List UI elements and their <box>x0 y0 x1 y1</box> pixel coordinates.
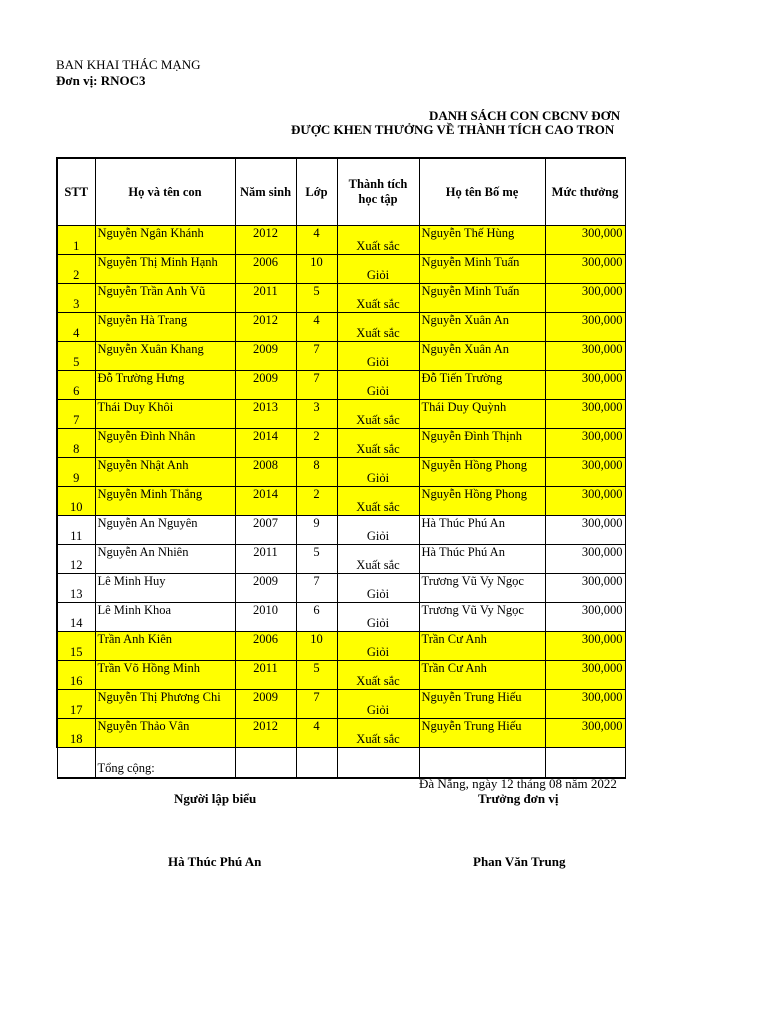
cell-class: 4 <box>296 719 337 748</box>
cell-birth-year: 2010 <box>235 603 296 632</box>
cell-reward: 300,000 <box>545 603 625 632</box>
cell-parent-name: Nguyễn Xuân An <box>419 313 545 342</box>
table-row <box>57 226 625 255</box>
cell-class: 5 <box>296 545 337 574</box>
header-parent-name: Họ tên Bố mẹ <box>419 158 545 226</box>
cell-achievement: Giỏi <box>337 516 419 545</box>
cell-achievement: Giỏi <box>337 574 419 603</box>
cell-child-name: Lê Minh Huy <box>95 574 235 603</box>
cell-class: 5 <box>296 661 337 690</box>
cell-class: 7 <box>296 371 337 400</box>
document-title-line1: DANH SÁCH CON CBCNV ĐƠN <box>429 108 621 123</box>
cell-birth-year: 2009 <box>235 342 296 371</box>
cell-child-name: Đỗ Trường Hưng <box>95 371 235 400</box>
cell-class: 2 <box>296 487 337 516</box>
table-row <box>57 284 625 313</box>
cell-achievement: Giỏi <box>337 371 419 400</box>
cell-parent-name: Nguyễn Đình Thịnh <box>419 429 545 458</box>
cell-achievement: Xuất sắc <box>337 284 419 313</box>
table-row <box>57 719 625 748</box>
cell-reward: 300,000 <box>545 342 625 371</box>
cell-child-name: Nguyễn Ngân Khánh <box>95 226 235 255</box>
cell-stt: 15 <box>57 632 95 661</box>
cell-birth-year: 2012 <box>235 226 296 255</box>
cell-birth-year: 2014 <box>235 487 296 516</box>
cell-birth-year: 2013 <box>235 400 296 429</box>
cell-reward: 300,000 <box>545 371 625 400</box>
cell-child-name: Lê Minh Khoa <box>95 603 235 632</box>
cell-reward: 300,000 <box>545 429 625 458</box>
total-row <box>57 748 625 779</box>
header-reward: Mức thưởng <box>545 158 625 226</box>
cell-stt: 17 <box>57 690 95 719</box>
cell-birth-year: 2009 <box>235 574 296 603</box>
cell-achievement: Giỏi <box>337 458 419 487</box>
cell-child-name: Nguyễn Thị Phương Chi <box>95 690 235 719</box>
cell-stt: 18 <box>57 719 95 748</box>
cell-stt: 9 <box>57 458 95 487</box>
cell-achievement: Xuất sắc <box>337 226 419 255</box>
header-birth-year: Năm sinh <box>235 158 296 226</box>
cell-class: 2 <box>296 429 337 458</box>
table-row <box>57 313 625 342</box>
cell-reward: 300,000 <box>545 313 625 342</box>
cell-achievement: Giỏi <box>337 632 419 661</box>
header-class: Lớp <box>296 158 337 226</box>
cell-child-name: Nguyễn An Nguyên <box>95 516 235 545</box>
cell-parent-name: Trần Cư Anh <box>419 661 545 690</box>
cell-stt: 12 <box>57 545 95 574</box>
cell-child-name: Nguyễn Xuân Khang <box>95 342 235 371</box>
table-row <box>57 487 625 516</box>
header-achievement: Thành tích học tập <box>337 158 419 226</box>
cell-class: 4 <box>296 313 337 342</box>
cell-stt: 13 <box>57 574 95 603</box>
cell-child-name: Trần Võ Hồng Minh <box>95 661 235 690</box>
cell-stt: 1 <box>57 226 95 255</box>
unit-label: Đơn vị: RNOC3 <box>56 73 146 88</box>
cell-stt: 6 <box>57 371 95 400</box>
cell-achievement: Xuất sắc <box>337 719 419 748</box>
cell-stt: 4 <box>57 313 95 342</box>
cell-parent-name: Hà Thúc Phú An <box>419 545 545 574</box>
cell-reward: 300,000 <box>545 661 625 690</box>
cell-child-name: Thái Duy Khôi <box>95 400 235 429</box>
preparer-title: Người lập biểu <box>174 791 257 806</box>
table-row <box>57 429 625 458</box>
cell-class: 7 <box>296 690 337 719</box>
cell-child-name: Nguyễn Hà Trang <box>95 313 235 342</box>
table-row <box>57 255 625 284</box>
organization-name: BAN KHAI THÁC MẠNG <box>56 57 201 72</box>
cell-class: 7 <box>296 574 337 603</box>
table-row <box>57 458 625 487</box>
total-cell-year <box>235 748 296 779</box>
cell-reward: 300,000 <box>545 226 625 255</box>
cell-birth-year: 2011 <box>235 545 296 574</box>
cell-parent-name: Nguyễn Xuân An <box>419 342 545 371</box>
table-row <box>57 661 625 690</box>
cell-child-name: Nguyễn Minh Thắng <box>95 487 235 516</box>
cell-birth-year: 2008 <box>235 458 296 487</box>
reward-list-table <box>56 157 626 779</box>
table-row <box>57 690 625 719</box>
unit-head-title: Trưởng đơn vị <box>478 791 559 806</box>
cell-child-name: Nguyễn An Nhiên <box>95 545 235 574</box>
cell-stt: 16 <box>57 661 95 690</box>
cell-class: 4 <box>296 226 337 255</box>
cell-birth-year: 2009 <box>235 371 296 400</box>
cell-stt: 10 <box>57 487 95 516</box>
cell-parent-name: Nguyễn Hồng Phong <box>419 487 545 516</box>
cell-reward: 300,000 <box>545 458 625 487</box>
cell-parent-name: Nguyễn Trung Hiếu <box>419 719 545 748</box>
cell-parent-name: Đỗ Tiến Trường <box>419 371 545 400</box>
table-row <box>57 574 625 603</box>
table-row <box>57 632 625 661</box>
cell-achievement: Xuất sắc <box>337 400 419 429</box>
cell-birth-year: 2007 <box>235 516 296 545</box>
total-label: Tổng cộng: <box>95 748 235 779</box>
cell-parent-name: Trương Vũ Vy Ngọc <box>419 574 545 603</box>
cell-parent-name: Nguyễn Thế Hùng <box>419 226 545 255</box>
cell-birth-year: 2006 <box>235 632 296 661</box>
header-child-name: Họ và tên con <box>95 158 235 226</box>
cell-parent-name: Trương Vũ Vy Ngọc <box>419 603 545 632</box>
cell-reward: 300,000 <box>545 574 625 603</box>
cell-achievement: Xuất sắc <box>337 429 419 458</box>
table-header-row <box>57 158 625 226</box>
cell-class: 8 <box>296 458 337 487</box>
cell-class: 6 <box>296 603 337 632</box>
total-cell-class <box>296 748 337 779</box>
cell-achievement: Giỏi <box>337 255 419 284</box>
cell-birth-year: 2009 <box>235 690 296 719</box>
cell-reward: 300,000 <box>545 400 625 429</box>
cell-birth-year: 2012 <box>235 313 296 342</box>
cell-parent-name: Nguyễn Trung Hiếu <box>419 690 545 719</box>
cell-stt: 14 <box>57 603 95 632</box>
cell-reward: 300,000 <box>545 719 625 748</box>
cell-child-name: Nguyễn Thị Minh Hạnh <box>95 255 235 284</box>
total-cell-reward <box>545 748 625 779</box>
table-row <box>57 516 625 545</box>
cell-birth-year: 2014 <box>235 429 296 458</box>
cell-child-name: Nguyễn Thảo Vân <box>95 719 235 748</box>
cell-stt: 2 <box>57 255 95 284</box>
cell-reward: 300,000 <box>545 545 625 574</box>
cell-achievement: Xuất sắc <box>337 487 419 516</box>
cell-stt: 8 <box>57 429 95 458</box>
cell-achievement: Xuất sắc <box>337 545 419 574</box>
table-row <box>57 371 625 400</box>
cell-stt: 3 <box>57 284 95 313</box>
cell-class: 3 <box>296 400 337 429</box>
cell-achievement: Giỏi <box>337 342 419 371</box>
cell-class: 9 <box>296 516 337 545</box>
cell-birth-year: 2011 <box>235 661 296 690</box>
table-row <box>57 400 625 429</box>
table-row <box>57 545 625 574</box>
preparer-name: Hà Thúc Phú An <box>168 854 262 869</box>
unit-head-name: Phan Văn Trung <box>473 854 566 869</box>
cell-birth-year: 2006 <box>235 255 296 284</box>
cell-achievement: Xuất sắc <box>337 661 419 690</box>
total-cell-parent <box>419 748 545 779</box>
cell-parent-name: Nguyễn Hồng Phong <box>419 458 545 487</box>
cell-child-name: Nguyễn Nhật Anh <box>95 458 235 487</box>
document-title-line2: ĐƯỢC KHEN THƯỞNG VỀ THÀNH TÍCH CAO TRON <box>291 122 615 137</box>
cell-parent-name: Nguyễn Minh Tuấn <box>419 284 545 313</box>
cell-birth-year: 2012 <box>235 719 296 748</box>
cell-class: 5 <box>296 284 337 313</box>
cell-parent-name: Trần Cư Anh <box>419 632 545 661</box>
total-cell-achievement <box>337 748 419 779</box>
cell-reward: 300,000 <box>545 516 625 545</box>
cell-reward: 300,000 <box>545 632 625 661</box>
cell-reward: 300,000 <box>545 690 625 719</box>
table-row <box>57 603 625 632</box>
sign-date: Đà Nẵng, ngày 12 tháng 08 năm 2022 <box>419 776 617 791</box>
cell-achievement: Giỏi <box>337 603 419 632</box>
cell-child-name: Trần Anh Kiên <box>95 632 235 661</box>
cell-reward: 300,000 <box>545 487 625 516</box>
cell-stt: 11 <box>57 516 95 545</box>
cell-child-name: Nguyễn Trần Anh Vũ <box>95 284 235 313</box>
cell-reward: 300,000 <box>545 284 625 313</box>
cell-class: 7 <box>296 342 337 371</box>
cell-parent-name: Thái Duy Quỳnh <box>419 400 545 429</box>
cell-achievement: Xuất sắc <box>337 313 419 342</box>
cell-stt: 5 <box>57 342 95 371</box>
cell-achievement: Giỏi <box>337 690 419 719</box>
cell-parent-name: Hà Thúc Phú An <box>419 516 545 545</box>
table-row <box>57 342 625 371</box>
cell-parent-name: Nguyễn Minh Tuấn <box>419 255 545 284</box>
cell-birth-year: 2011 <box>235 284 296 313</box>
cell-reward: 300,000 <box>545 255 625 284</box>
cell-child-name: Nguyễn Đình Nhân <box>95 429 235 458</box>
total-cell-stt <box>57 748 95 779</box>
cell-class: 10 <box>296 255 337 284</box>
header-stt: STT <box>57 158 95 226</box>
cell-stt: 7 <box>57 400 95 429</box>
cell-class: 10 <box>296 632 337 661</box>
